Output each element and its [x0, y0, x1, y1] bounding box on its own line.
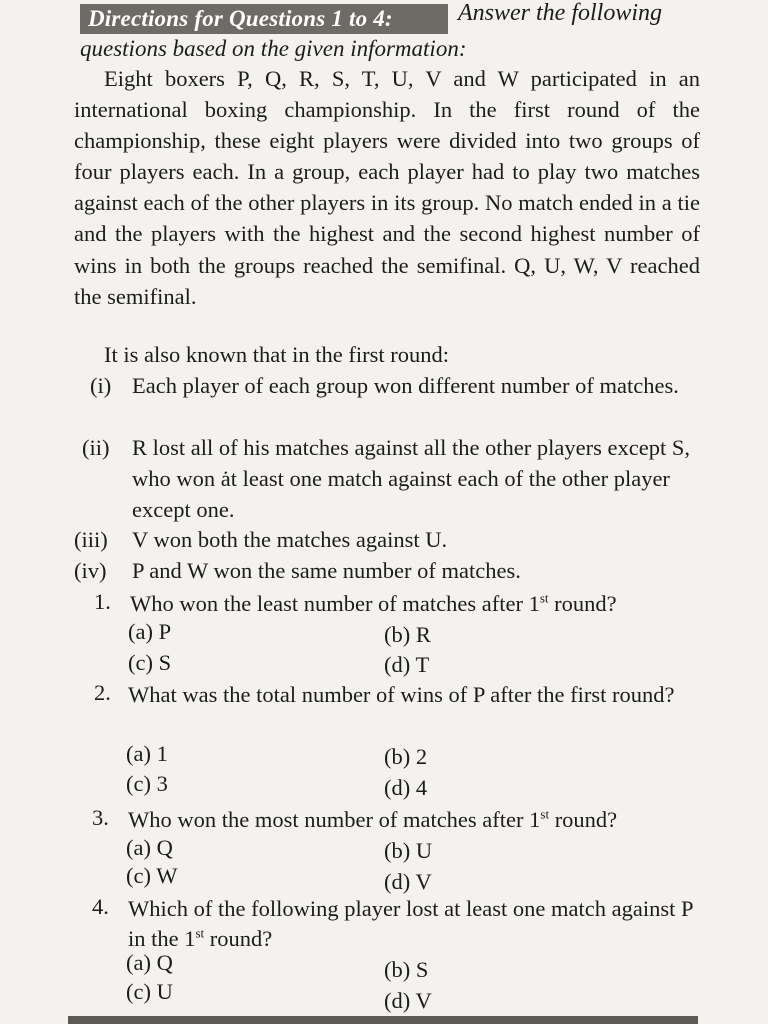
option-c[interactable]: (c) U: [126, 979, 173, 1004]
directions-intro: Answer the following: [458, 0, 662, 26]
condition-number: (i): [90, 373, 112, 398]
question-number: 4.: [92, 894, 109, 919]
condition-number: (iii): [74, 527, 108, 552]
question-number: 1.: [94, 589, 111, 614]
passage-text: Eight boxers P, Q, R, S, T, U, V and W participated in an international boxing championship. In the first round of the championship, these eight players were divided into two groups of four players each. In a group, each player had to play two matches against each of the other players in its group. No match ended in a tie and the players with the highest and the second highest number of wins in both the groups reached the semifinal. Q, U, W, V reached the semifinal.: [74, 66, 700, 309]
option-a[interactable]: (a) Q: [126, 950, 173, 975]
question-text: Who won the least number of matches after 1st round?: [130, 590, 617, 616]
directions-label: Directions for Questions 1 to 4:: [88, 6, 393, 31]
option-b[interactable]: (b) U: [384, 838, 433, 863]
condition-text: Each player of each group won different number of matches.: [132, 373, 679, 398]
option-d[interactable]: (d) V: [384, 869, 432, 894]
option-b[interactable]: (b) S: [384, 957, 429, 982]
option-c[interactable]: (c) 3: [126, 771, 168, 796]
option-b[interactable]: (b) R: [384, 622, 431, 647]
known-intro: It is also known that in the first round:: [104, 342, 449, 367]
bottom-banner-edge: [68, 1016, 698, 1024]
question-text: Which of the following player lost at least one match against P in the 1st round?: [128, 896, 693, 951]
option-a[interactable]: (a) Q: [126, 835, 173, 860]
option-c[interactable]: (c) S: [128, 650, 172, 675]
question-text: Who won the most number of matches after 1st round?: [128, 806, 618, 832]
option-d[interactable]: (d) T: [384, 652, 430, 677]
condition-text: P and W won the same number of matches.: [132, 558, 521, 583]
option-c[interactable]: (c) W: [126, 863, 178, 888]
option-b[interactable]: (b) 2: [384, 744, 428, 769]
option-d[interactable]: (d) 4: [384, 775, 428, 800]
option-a[interactable]: (a) P: [128, 619, 172, 644]
option-d[interactable]: (d) V: [384, 988, 432, 1013]
condition-number: (iv): [74, 558, 107, 583]
question-number: 2.: [94, 680, 111, 705]
condition-text: V won both the matches against U.: [132, 527, 448, 552]
question-text: What was the total number of wins of P after the first round?: [128, 682, 675, 707]
directions-intro-continued: questions based on the given information:: [80, 36, 467, 61]
option-a[interactable]: (a) 1: [126, 741, 168, 766]
condition-text: R lost all of his matches against all the other players except S, who won ȧt least one match against each of the other player except one.: [132, 435, 690, 522]
condition-number: (ii): [82, 435, 110, 460]
question-number: 3.: [92, 805, 109, 830]
